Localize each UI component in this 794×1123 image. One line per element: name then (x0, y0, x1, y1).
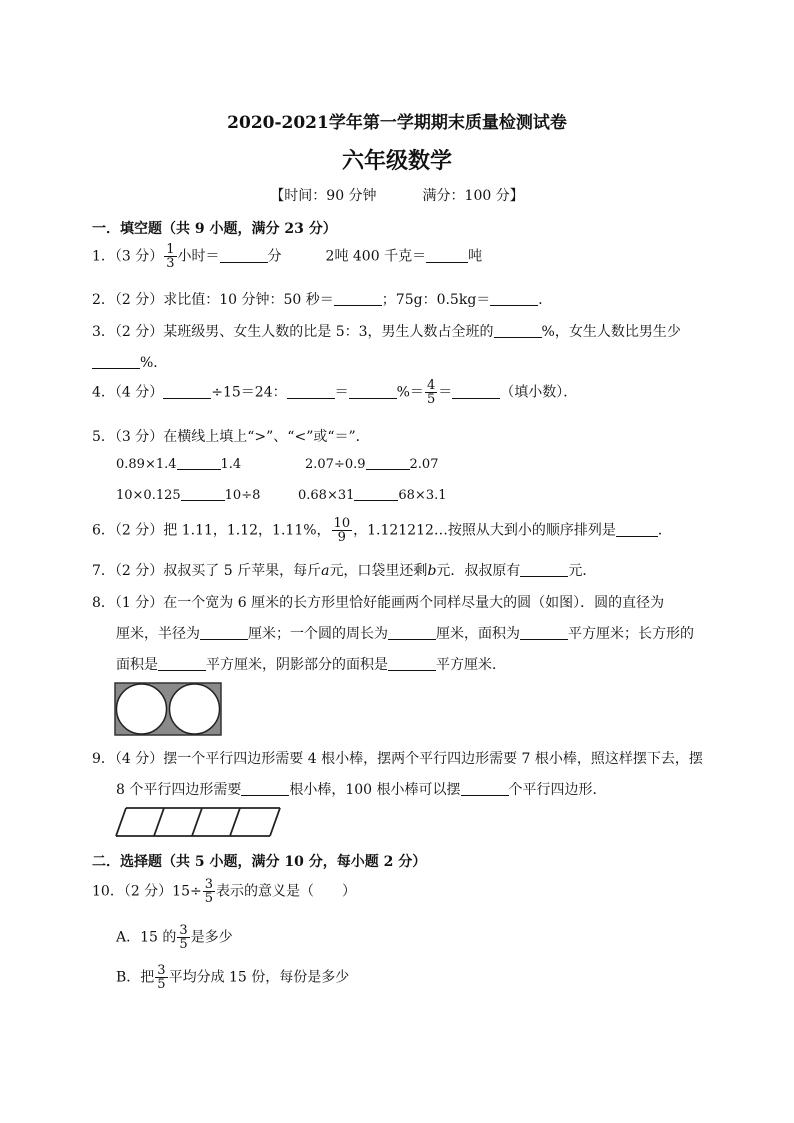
answer-blank[interactable] (241, 783, 289, 796)
section-1-title: 一．填空题（共 9 小题，满分 23 分） (92, 221, 337, 237)
answer-blank[interactable] (494, 325, 542, 338)
answer-blank[interactable] (520, 564, 568, 577)
answer-blank[interactable] (163, 386, 211, 399)
answer-blank[interactable] (461, 783, 509, 796)
answer-blank[interactable] (388, 627, 436, 640)
fraction: $\frac{3}{5}$ (204, 877, 213, 906)
question-2: 2．（2 分）求比值：10 分钟：50 秒＝ ；75g：0.5kg＝ ． (92, 292, 553, 308)
question-4: 4．（4 分） ÷15＝24： ＝ %＝ $\frac{4}{5}$ ＝ （填小数）． (92, 378, 578, 407)
answer-blank[interactable] (200, 627, 248, 640)
question-5-row-1: 0.89×1.4 1.4 (116, 457, 242, 472)
rectangle-circles-figure (114, 682, 222, 736)
option-b[interactable]: B．把 $\frac{3}{5}$ 平均分成 15 份，每份是多少 (116, 963, 350, 992)
question-9: 9．（4 分）摆一个平行四边形需要 4 根小棒，摆两个平行四边形需要 7 根小棒，照这样摆下去，摆 (92, 751, 703, 767)
fraction: $\frac{10}{9}$ (333, 516, 351, 545)
answer-blank[interactable] (181, 488, 225, 501)
question-3: 3．（2 分）某班级男、女生人数的比是 5：3，男生人数占全班的 %，女生人数比男生少 (92, 324, 681, 340)
question-8-line-3: 面积是 平方厘米，阴影部分的面积是 平方厘米． (116, 657, 506, 673)
answer-blank[interactable] (366, 457, 410, 470)
exam-info (0, 185, 794, 205)
question-9-line-2: 8 个平行四边形需要 根小棒，100 根小棒可以摆 个平行四边形． (116, 782, 607, 798)
fraction: $\frac{3}{5}$ (179, 923, 188, 952)
question-5-row-2b: 0.68×31 68×3.1 (298, 488, 447, 503)
exam-subtitle: 六年级数学 (341, 148, 452, 174)
option-a[interactable]: A．15 的 $\frac{3}{5}$ 是多少 (116, 923, 233, 952)
fraction: $\frac{3}{5}$ (157, 963, 166, 992)
answer-blank[interactable] (158, 658, 206, 671)
answer-blank[interactable] (354, 488, 398, 501)
answer-blank[interactable] (92, 356, 140, 369)
question-5-row-1b: 2.07÷0.9 2.07 (305, 457, 439, 472)
answer-blank[interactable] (490, 293, 538, 306)
answer-blank[interactable] (220, 250, 268, 263)
parallelograms-figure (114, 806, 284, 838)
fraction: $\frac{1}{3}$ (166, 242, 175, 271)
question-5: 5．（3 分）在横线上填上“>”、“<”或“＝”． (92, 429, 370, 445)
answer-blank[interactable] (177, 457, 221, 470)
question-8-line-2: 厘米，半径为 厘米；一个圆的周长为 厘米，面积为 平方厘米；长方形的 (116, 626, 694, 642)
question-1: 1．（3 分） $\frac{1}{3}$ 小时＝ 分 2吨 400 千克＝ 吨 (92, 242, 483, 271)
answer-blank[interactable] (388, 658, 436, 671)
exam-title: 2020-2021学年第一学期期末质量检测试卷 (227, 113, 567, 133)
exam-time: 【时间：90 分钟 (270, 188, 377, 204)
question-7: 7．（2 分）叔叔买了 5 斤苹果，每斤a元，口袋里还剩b元．叔叔原有 元． (92, 563, 597, 579)
question-6: 6．（2 分）把 1.11，1.12，1.11%， $\frac{10}{9}$ ，1.121212…按照从大到小的顺序排列是 ． (92, 516, 672, 545)
question-10: 10．（2 分）15÷ $\frac{3}{5}$ 表示的意义是（ ） (92, 877, 356, 906)
answer-blank[interactable] (349, 386, 397, 399)
answer-blank[interactable] (287, 386, 335, 399)
exam-score: 满分：100 分】 (422, 188, 524, 204)
answer-blank[interactable] (616, 524, 658, 537)
question-5-row-2: 10×0.125 10÷8 (116, 488, 261, 503)
answer-blank[interactable] (334, 293, 382, 306)
fraction: $\frac{4}{5}$ (426, 378, 436, 407)
section-2-title: 二．选择题（共 5 小题，满分 10 分，每小题 2 分） (92, 854, 427, 870)
answer-blank[interactable] (452, 386, 500, 399)
answer-blank[interactable] (520, 627, 568, 640)
question-8: 8．（1 分）在一个宽为 6 厘米的长方形里恰好能画两个同样尽量大的圆（如图）．圆的直径为 (92, 595, 665, 611)
answer-blank[interactable] (426, 250, 468, 263)
question-3-cont: %． (92, 352, 167, 372)
